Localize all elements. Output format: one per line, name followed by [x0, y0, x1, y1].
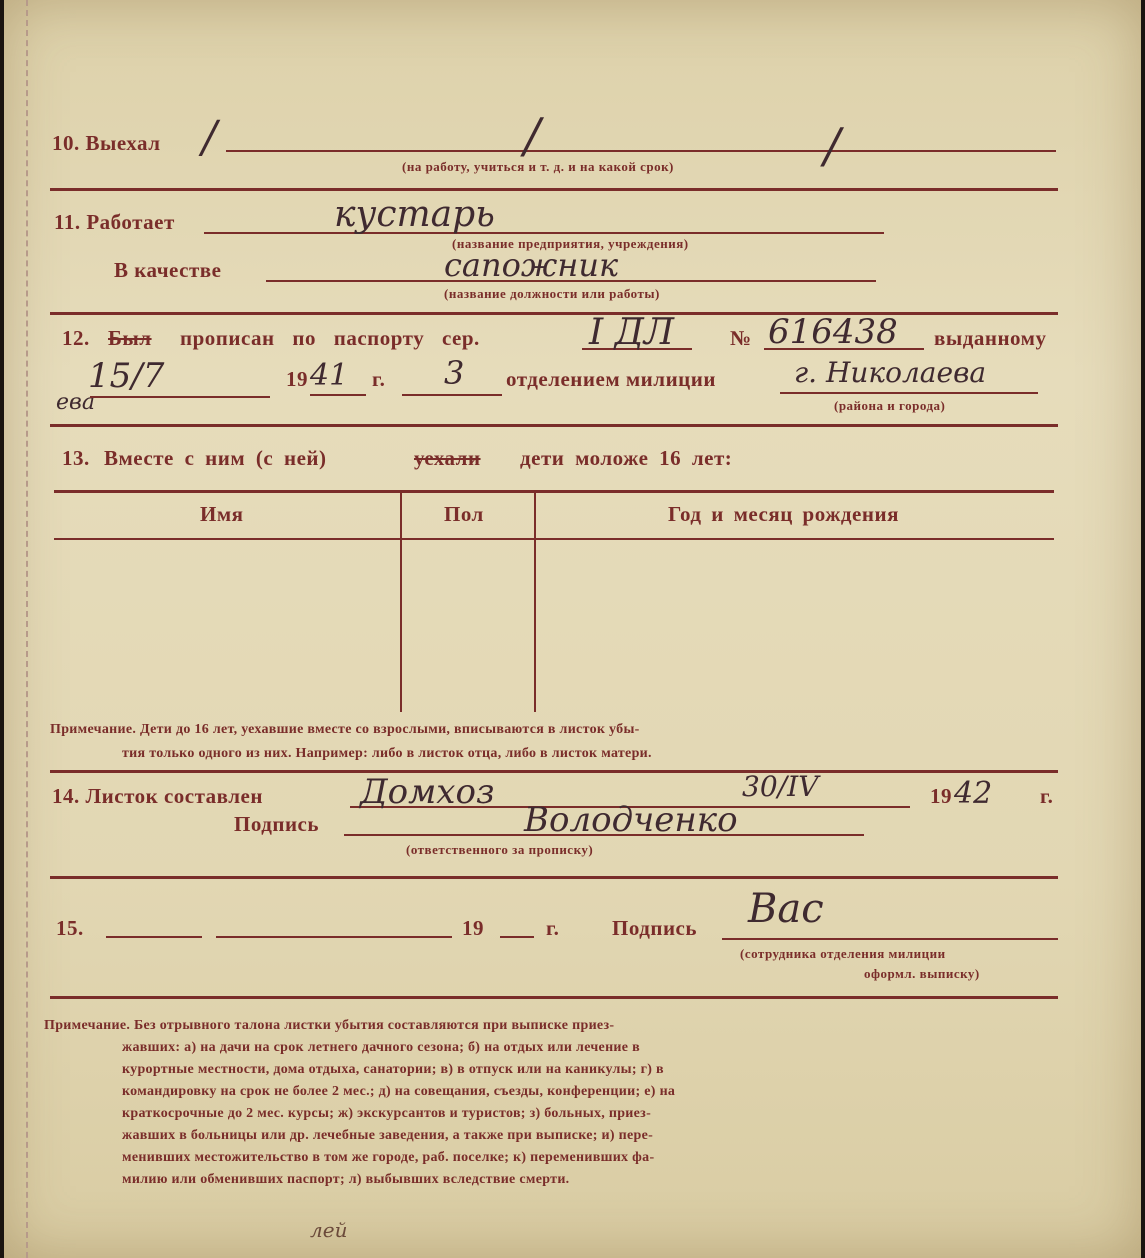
field-15-year-line — [500, 936, 534, 938]
note-2-line-2: жавших: а) на дачи на срок летнего дачного сезона; б) на отдых или лечение в — [122, 1040, 640, 1055]
field-15-year-suffix: г. — [546, 916, 560, 940]
section-divider — [50, 876, 1058, 879]
field-12-city-line — [780, 392, 1038, 394]
field-15-month-line — [216, 936, 452, 938]
field-12-dept-label: отделением милиции — [506, 367, 716, 391]
note-2-line-8: милию или обменивших паспорт; л) выбывших вследствие смерти. — [122, 1172, 570, 1187]
field-14-sign-label: Подпись — [234, 812, 319, 836]
field-15-year-printed: 19 — [462, 916, 484, 940]
field-10-label: 10. Выехал — [52, 131, 161, 155]
perforation-line — [26, 0, 30, 1258]
section-divider — [50, 312, 1058, 315]
field-13-struck-word: уехали — [414, 446, 481, 470]
field-10-line — [226, 150, 1056, 152]
field-11-line — [204, 232, 884, 234]
table-header-name: Имя — [200, 502, 244, 526]
field-14-caption: (ответственного за прописку) — [406, 842, 594, 857]
field-14-label: 14. Листок составлен — [52, 784, 263, 808]
table-column-divider — [400, 492, 402, 712]
section-divider — [50, 770, 1058, 773]
field-13-text-after: дети моложе 16 лет: — [520, 446, 733, 470]
table-header-rule — [54, 538, 1054, 540]
field-14-signature: Володченко — [524, 800, 738, 840]
field-12-date: 15/7 — [88, 356, 165, 396]
note-2-line-1: Примечание. Без отрывного талона листки убытия составляются при выписке приез- — [44, 1018, 615, 1033]
section-divider — [50, 188, 1058, 191]
field-14-date: 30/IV — [742, 770, 819, 803]
field-12-year-suffix: г. — [372, 367, 386, 391]
field-12-no-label: № — [730, 326, 752, 350]
table-top-rule — [54, 490, 1054, 493]
field-15-number: 15. — [56, 916, 84, 940]
field-10-caption: (на работу, учиться и т. д. и на какой срок) — [402, 159, 674, 174]
table-header-sex: Пол — [444, 502, 484, 526]
field-11-role-label: В качестве — [114, 258, 222, 282]
field-11-label: 11. Работает — [54, 210, 175, 234]
note-2-line-6: жавших в больницы или др. лечебные заведения, а также при выписке; и) пере- — [122, 1128, 654, 1143]
field-12-text: прописан по паспорту сер. — [180, 326, 480, 350]
field-14-place: Домхоз — [360, 772, 495, 812]
note-2-line-7: менивших местожительство в том же городе, раб. поселке; к) переменивших фа- — [122, 1150, 655, 1165]
field-12-struck-word: Был — [108, 326, 152, 350]
section-divider — [50, 996, 1058, 999]
bottom-pencil-mark: лей — [310, 1218, 348, 1242]
field-15-day-line — [106, 936, 202, 938]
note-1-line-2: тия только одного из них. Например: либо в листок отца, либо в листок матери. — [122, 746, 652, 761]
field-12-number: 12. — [62, 326, 90, 350]
field-11-role-caption: (название должности или работы) — [444, 286, 660, 301]
section-divider — [50, 424, 1058, 427]
document-sheet — [4, 0, 1141, 1258]
note-1-line-1: Примечание. Дети до 16 лет, уехавшие вместе со взрослыми, вписываются в листок убы- — [50, 722, 640, 737]
field-11-value: кустарь — [334, 194, 495, 235]
table-column-divider — [534, 492, 536, 712]
field-10-dash-mark: / — [202, 112, 217, 163]
field-12-margin-note: ева — [56, 390, 95, 415]
note-2-line-3: курортные местности, дома отдыха, санатории; в) в отпуск или на каникулы; г) в — [122, 1062, 664, 1077]
field-12-year-line — [310, 394, 366, 396]
field-12-passport-no: 616438 — [768, 312, 898, 352]
field-12-date-line — [90, 396, 270, 398]
note-2-line-5: краткосрочные до 2 мес. курсы; ж) экскурсантов и туристов; з) больных, приез- — [122, 1106, 652, 1121]
field-12-dept: 3 — [444, 354, 465, 392]
note-2-line-4: командировку на срок не более 2 мес.; д) на совещания, съезды, конференции; е) на — [122, 1084, 676, 1099]
field-12-city: г. Николаева — [794, 356, 987, 389]
field-11-role-value: сапожник — [444, 246, 619, 284]
field-15-sign-label: Подпись — [612, 916, 697, 940]
field-14-year-suffix: г. — [1040, 784, 1054, 808]
field-15-signature: Вас — [748, 886, 824, 932]
field-12-year-printed: 19 — [286, 367, 308, 391]
field-15-sign-line — [722, 938, 1058, 940]
field-15-caption-1: (сотрудника отделения милиции — [740, 946, 946, 961]
field-12-year: 41 — [310, 358, 349, 393]
field-15-caption-2: оформл. выписку) — [864, 966, 980, 981]
field-12-series: I ДЛ — [589, 312, 674, 353]
field-12-issued-label: выданному — [934, 326, 1047, 350]
field-12-dept-line — [402, 394, 502, 396]
field-13-text-before: Вместе с ним (с ней) — [104, 446, 327, 470]
field-14-year-printed: 19 — [930, 784, 952, 808]
field-12-caption: (района и города) — [834, 398, 946, 413]
field-11-caption: (название предприятия, учреждения) — [452, 236, 689, 251]
field-10-dash-mark: / — [524, 108, 541, 164]
field-10-dash-mark: / — [824, 118, 841, 174]
field-14-year: 42 — [954, 776, 993, 811]
table-header-birth: Год и месяц рождения — [668, 502, 899, 526]
field-13-number: 13. — [62, 446, 90, 470]
